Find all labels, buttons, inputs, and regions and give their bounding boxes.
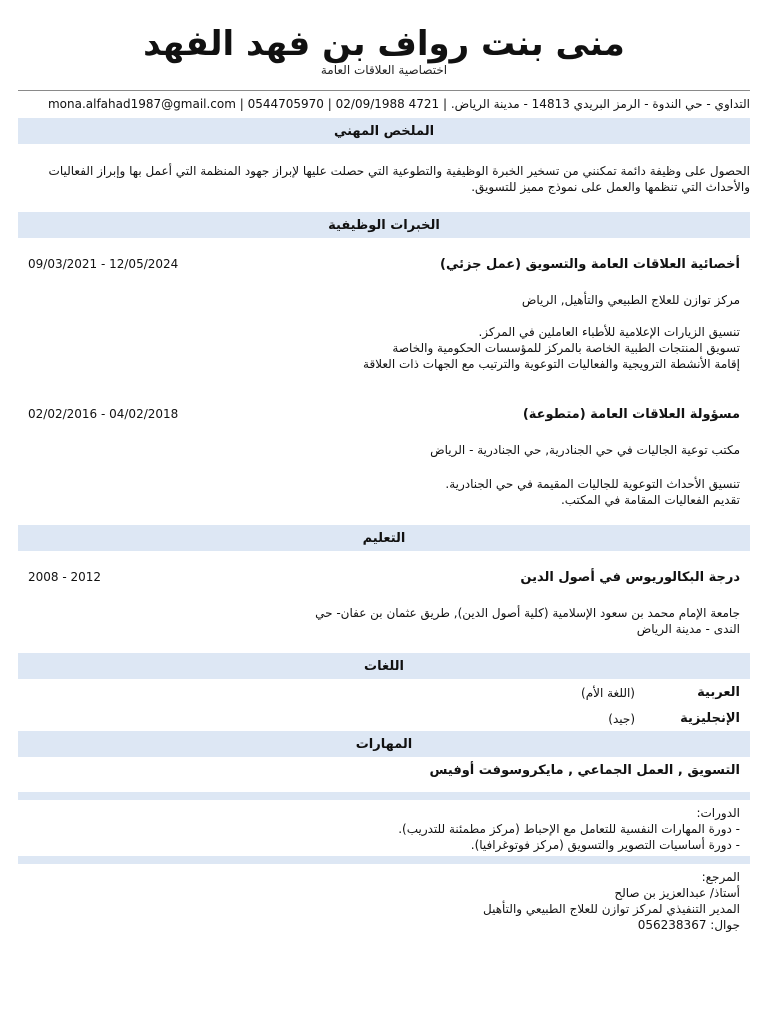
- section-header-experience: الخبرات الوظيفية: [18, 212, 750, 238]
- job-duty: تقديم الفعاليات المقامة في المكتب.: [560, 493, 740, 507]
- job-duty: تنسيق الأحداث التوعوية للجاليات المقيمة في حي الجنادرية.: [445, 477, 740, 491]
- section-divider-bar: [18, 792, 750, 800]
- full-name: منى بنت رواف بن فهد الفهد: [143, 24, 625, 64]
- job-dates-2: 02/02/2016 - 04/02/2018: [28, 407, 179, 421]
- section-header-education: التعليم: [18, 525, 750, 551]
- job-title: اختصاصية العلاقات العامة: [320, 63, 448, 77]
- courses-heading: الدورات:: [696, 806, 740, 820]
- section-header-skills: المهارات: [18, 731, 750, 757]
- job-duty: تسويق المنتجات الطبية الخاصة بالمركز للمؤسسات الحكومية والخاصة: [392, 341, 740, 355]
- job-org-2: مكتب توعية الجاليات في حي الجنادرية, حي الجنادرية - الرياض: [430, 443, 740, 457]
- job-duty: تنسيق الزيارات الإعلامية للأطباء العاملين في المركز.: [478, 325, 740, 339]
- school-name: جامعة الإمام محمد بن سعود الإسلامية (كلية أصول الدين), طريق عثمان بن عفان- حي: [315, 606, 740, 620]
- reference-name: أستاذ/ عبدالعزيز بن صالح: [614, 886, 740, 900]
- reference-phone: جوال: 056238367: [637, 918, 740, 932]
- school-location: الندى - مدينة الرياض: [636, 622, 740, 636]
- section-divider-bar: [18, 856, 750, 864]
- section-header-languages: اللغات: [18, 653, 750, 679]
- education-dates: 2008 - 2012: [28, 570, 102, 584]
- course-item: - دورة المهارات النفسية للتعامل مع الإحباط (مركز مطمئنة للتدريب).: [398, 822, 740, 836]
- skills-list: التسويق , العمل الجماعي , مايكروسوفت أوفيس: [429, 763, 740, 778]
- degree-title: درجة البكالوريوس في أصول الدين: [520, 570, 740, 585]
- reference-heading: المرجع:: [701, 870, 740, 884]
- language-name: العربية: [697, 685, 740, 700]
- summary-text: الحصول على وظيفة دائمة تمكنني من تسخير الخبرة الوظيفية والتطوعية التي حصلت عليها لإبراز جهود المنظمة التي أعمل بها وإبراز الفعاليات والأحداث التي تنظمها والعمل على نموذج مميز للتسويق.: [48, 164, 750, 194]
- job-org-1: مركز توازن للعلاج الطبيعي والتأهيل, الرياض: [521, 293, 740, 307]
- course-item: - دورة أساسيات التصوير والتسويق (مركز فوتوغرافيا).: [470, 838, 740, 852]
- reference-position: المدير التنفيذي لمركز توازن للعلاج الطبيعي والتأهيل: [482, 902, 740, 916]
- language-name: الإنجليزية: [680, 711, 740, 726]
- job-dates-1: 09/03/2021 - 12/05/2024: [28, 257, 179, 271]
- section-header-summary: الملخص المهني: [18, 118, 750, 144]
- job-title-1: أخصائية العلاقات العامة والتسويق (عمل جزئي): [440, 257, 740, 272]
- language-level: (جيد): [608, 712, 635, 726]
- language-level: (اللغة الأم): [581, 686, 635, 700]
- contact-info: التداوي - حي الندوة - الرمز البريدي 14813 - مدينة الرياض. | 4721 02/09/1988 | mona.alfahad1987@gmail.com | 0544705970: [47, 97, 750, 111]
- header-divider: [18, 90, 750, 91]
- job-title-2: مسؤولة العلاقات العامة (متطوعة): [522, 407, 740, 422]
- job-duty: إقامة الأنشطة الترويجية والفعاليات التوعوية والترتيب مع الجهات ذات العلاقة: [363, 357, 740, 371]
